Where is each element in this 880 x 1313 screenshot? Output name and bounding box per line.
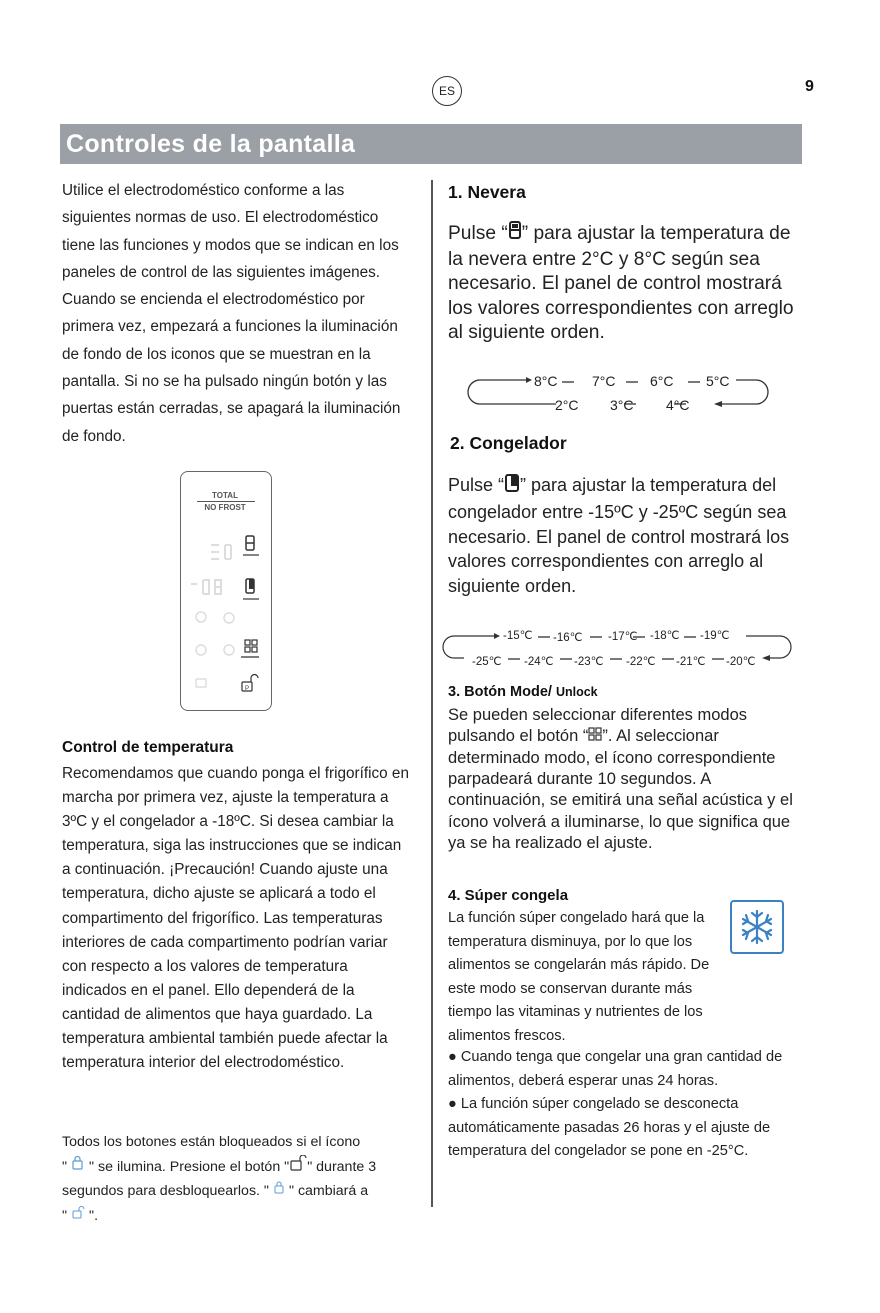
panel-icons (181, 472, 271, 710)
section2-paragraph: Pulse “ ” para ajustar la temperatura del congelador entre -15ºC y -25ºC según sea necesario. El panel de control mostrará los valores correspondientes con arreglo al siguiente orden. (448, 473, 808, 599)
section4-title: 4. Súper congela (448, 887, 569, 904)
display-digits-ghost-2 (191, 580, 221, 594)
lock-icon (67, 1155, 89, 1180)
temp-control-heading: Control de temperatura (62, 739, 234, 756)
page-title: Controles de la pantalla (66, 130, 356, 158)
section4-bullet-1: ● Cuando tenga que congelar una gran cantidad de alimentos, deberá esperar unas 24 horas. (448, 1049, 783, 1089)
panel-line-total: TOTAL (212, 491, 238, 500)
fridge-icon (243, 536, 259, 555)
fridge-seq-8: 8°C (534, 373, 558, 389)
freezer-seq-15: -15℃ (503, 630, 533, 642)
freezer-icon (243, 579, 259, 599)
section1-paragraph: Pulse “ ” para ajustar la temperatura de la nevera entre 2°C y 8°C según sea necesario. El panel de control mostrará los valores correspondientes con arreglo al siguiente orden. (448, 220, 808, 346)
freezer-seq-17: -17℃ (608, 631, 638, 643)
freezer-seq-23: -23℃ (574, 656, 604, 668)
fridge-seq-6: 6°C (650, 373, 674, 389)
section3-paragraph: Se pueden seleccionar diferentes modos pulsando el botón “ ”. Al seleccionar determinado modo, el ícono correspondiente parpadeará durante 10 segundos. A continuación, se emitirá una señal acústica y el ícono volverá a iluminarse, lo que significa que ya se ha realizado el ajuste. (448, 706, 793, 852)
intro-paragraph: Utilice el electrodoméstico conforme a las siguientes normas de uso. El electrodoméstico tiene las funciones y modos que se indican en los paneles de control de las siguientes imágenes. Cuando se encienda el electrodoméstico por primera vez, empezará a funciones la iluminación de fondo de los iconos que se muestran en la pantalla. Si no se ha pulsado ningún botón y las puertas están cerradas, se apagará la iluminación de fondo. (62, 182, 401, 445)
lock-icon-small (269, 1179, 289, 1204)
fridge-icon (508, 220, 522, 248)
mode-grid-icon (588, 726, 602, 747)
section4-bullet-2: ● La función súper congelado se desconecta automáticamente pasadas 26 horas y el ajuste de temperatura del congelador se pone en -25°C. (448, 1096, 771, 1160)
ghost-mode-icons (196, 612, 234, 687)
page-number: 9 (805, 78, 814, 95)
freezer-seq-21: -21℃ (676, 656, 706, 668)
freezer-seq-25: -25℃ (472, 656, 502, 668)
unlock-icon (242, 675, 258, 693)
freezer-icon (504, 473, 520, 500)
freezer-sequence-dashes (490, 632, 770, 664)
section3-title: 3. Botón Mode/ Unlock (448, 684, 598, 700)
freezer-seq-22: -22℃ (626, 656, 656, 668)
column-divider (431, 180, 433, 1207)
freezer-seq-16: -16℃ (553, 632, 583, 644)
section1-title: 1. Nevera (448, 182, 526, 202)
unlock-button-icon (289, 1155, 307, 1180)
display-digits-ghost (211, 545, 231, 559)
section-banner (60, 124, 802, 164)
freezer-seq-19: -19℃ (700, 630, 730, 642)
temp-control-paragraph: Recomendamos que cuando ponga el frigorífico en marcha por primera vez, ajuste la temperatura a 3ºC y el congelador a -18ºC. Si desea cambiar la temperatura, siga las instrucciones que se indican a continuación. ¡Precaución! Cuando ajuste una temperatura, dicho ajuste se aplicará a todo el compartimento del frigorífico. Las temperaturas interiores de cada compartimento podrían variar con respecto a los valores de temperatura indicados en el panel. Ello dependerá de la cantidad de alimentos que haya guardado. La temperatura ambiental también puede afectar la temperatura interior del electrodoméstico. (62, 765, 409, 1072)
freezer-seq-20: -20℃ (726, 656, 756, 668)
unlocked-icon (67, 1204, 89, 1229)
section4-paragraph: La función súper congelado hará que la temperatura disminuya, por lo que los alimentos se congelarán más rápido. De este modo se conservan durante más tiempo las vitaminas y nutrientes de los alimentos frescos. (448, 910, 710, 1044)
fridge-seq-4: 4°C (666, 397, 690, 413)
fridge-seq-2: 2°C (555, 397, 579, 413)
lock-note: Todos los botones están bloqueados si el ícono " " se ilumina. Presione el botón " " durante 3 segundos para desbloquearlos. " " cambiará a " ". (62, 1130, 414, 1228)
freezer-seq-24: -24℃ (524, 656, 554, 668)
freezer-seq-18: -18℃ (650, 630, 680, 642)
fridge-seq-3: 3°C (610, 397, 634, 413)
section2-title: 2. Congelador (450, 433, 567, 453)
panel-line-nofrost: NO FROST (204, 503, 246, 512)
fridge-seq-7: 7°C (592, 373, 616, 389)
svg-text:P: P (245, 686, 250, 692)
super-freeze-icon (730, 900, 784, 954)
mode-grid-icon (241, 640, 259, 657)
language-badge: ES (432, 76, 462, 106)
fridge-seq-5: 5°C (706, 373, 730, 389)
control-panel-illustration (180, 471, 272, 711)
